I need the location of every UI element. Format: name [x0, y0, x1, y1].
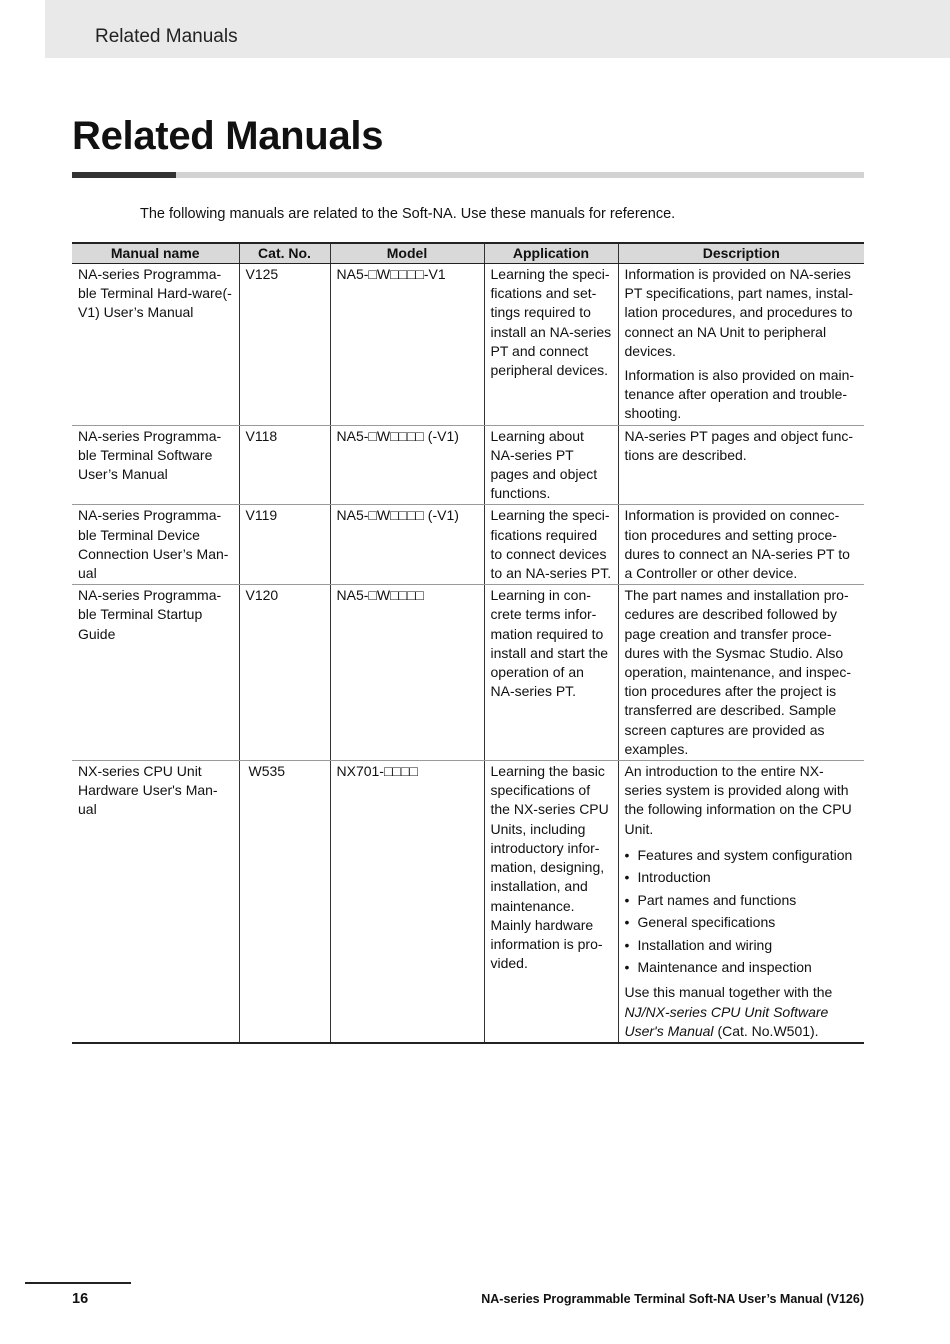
model-cell: NA5-□W□□□□ (-V1): [330, 425, 484, 505]
bullet-item: • Features and system configuration: [625, 844, 859, 866]
feature-bullet-list: [625, 844, 859, 978]
application-cell: Learning about NA-series PT pages and object functions.: [484, 425, 618, 505]
page-number: 16: [72, 1291, 89, 1307]
cat-no-cell: V120: [239, 585, 330, 761]
manual-name-cell: NA-series Programma-ble Terminal Startup Guide: [72, 585, 239, 761]
cat-no-cell: V118: [239, 425, 330, 505]
description-paragraph: Information is provided on NA-series PT specifications, part names, instal-lation procedures, and procedures to connect an NA Unit to peripheral devices.: [624, 266, 854, 359]
bullet-item: • Maintenance and inspection: [625, 956, 859, 978]
model-cell: NA5-□W□□□□: [330, 585, 484, 761]
footer-rule: [25, 1282, 131, 1284]
title-underline: [72, 172, 864, 178]
application-cell: Learning in con-crete terms infor-mation required to install and start the operation of an NA-series PT.: [484, 585, 618, 761]
title-underline-accent: [72, 172, 176, 178]
bullet-item: • General specifications: [625, 911, 859, 933]
description-cell: [618, 425, 864, 505]
description-cell: [618, 505, 864, 585]
table-row: [72, 761, 864, 1043]
intro-paragraph: The following manuals are related to the Soft-NA. Use these manuals for reference.: [140, 206, 676, 222]
model-cell: NA5-□W□□□□-V1: [330, 264, 484, 426]
referenced-manual-title: NJ/NX-series CPU Unit Software User's Manual: [624, 1003, 829, 1039]
application-cell: Learning the basic specifications of the NX-series CPU Units, including introductory infor-mation, designing, installation, and maintenance. Mainly hardware information is pro-vided.: [484, 761, 618, 1043]
description-paragraph: The part names and installation pro-cedures are described followed by page creation and transfer proce-dures with the Sysmac Studio. Also operation, maintenance, and inspec-tion procedures after the project is transferred are described. Sample screen captures are provided as examples.: [624, 587, 851, 757]
running-header-band: [45, 0, 950, 58]
description-cell: [618, 585, 864, 761]
table-row: [72, 585, 864, 761]
footer-manual-title: NA-series Programmable Terminal Soft-NA User’s Manual (V126): [481, 1292, 864, 1306]
bullet-item: • Part names and functions: [625, 889, 859, 911]
related-manuals-table: [72, 242, 864, 1044]
manual-name-cell: NA-series Programma-ble Terminal Device Connection User’s Man-ual: [72, 505, 239, 585]
tail-suffix: (Cat. No.W501).: [717, 1022, 819, 1039]
description-cell: [618, 761, 864, 1043]
description-cell: [618, 264, 864, 426]
col-header-model: Model: [330, 243, 484, 264]
bullet-item: • Introduction: [625, 866, 859, 888]
running-header-title: Related Manuals: [95, 26, 238, 47]
cat-no-cell: V119: [239, 505, 330, 585]
table-row: [72, 264, 864, 426]
col-header-application: Application: [484, 243, 618, 264]
table-header-row: [72, 243, 864, 264]
manual-name-cell: NX-series CPU Unit Hardware User's Man-ual: [72, 761, 239, 1043]
manual-name-cell: NA-series Programma-ble Terminal Software User’s Manual: [72, 425, 239, 505]
page-title: Related Manuals: [72, 114, 384, 158]
manual-name-cell: NA-series Programma-ble Terminal Hard-ware(-V1) User’s Manual: [72, 264, 239, 426]
col-header-manual-name: Manual name: [72, 243, 239, 264]
table-row: [72, 425, 864, 505]
description-paragraph: NA-series PT pages and object func-tions are described.: [624, 427, 854, 463]
bullet-item: • Installation and wiring: [625, 934, 859, 956]
model-cell: NX701-□□□□: [330, 761, 484, 1043]
col-header-cat-no: Cat. No.: [239, 243, 330, 264]
col-header-description: Description: [618, 243, 864, 264]
application-cell: Learning the speci-fications and set-tings required to install an NA-series PT and connect peripheral devices.: [484, 264, 618, 426]
description-paragraph: An introduction to the entire NX-series system is provided along with the following information on the CPU Unit.: [624, 763, 852, 837]
cat-no-cell: W535: [239, 761, 330, 1043]
tail-prefix: Use this manual together with the: [624, 984, 833, 1001]
description-tail-paragraph: [625, 983, 859, 1041]
table-row: [72, 505, 864, 585]
description-paragraph: Information is also provided on main-tenance after operation and trouble-shooting.: [624, 367, 855, 422]
model-cell: NA5-□W□□□□ (-V1): [330, 505, 484, 585]
application-cell: Learning the speci-fications required to connect devices to an NA-series PT.: [484, 505, 618, 585]
description-paragraph: Information is provided on connec-tion procedures and setting proce-dures to connect an NA-series PT to a Controller or other device.: [624, 507, 850, 582]
cat-no-cell: V125: [239, 264, 330, 426]
